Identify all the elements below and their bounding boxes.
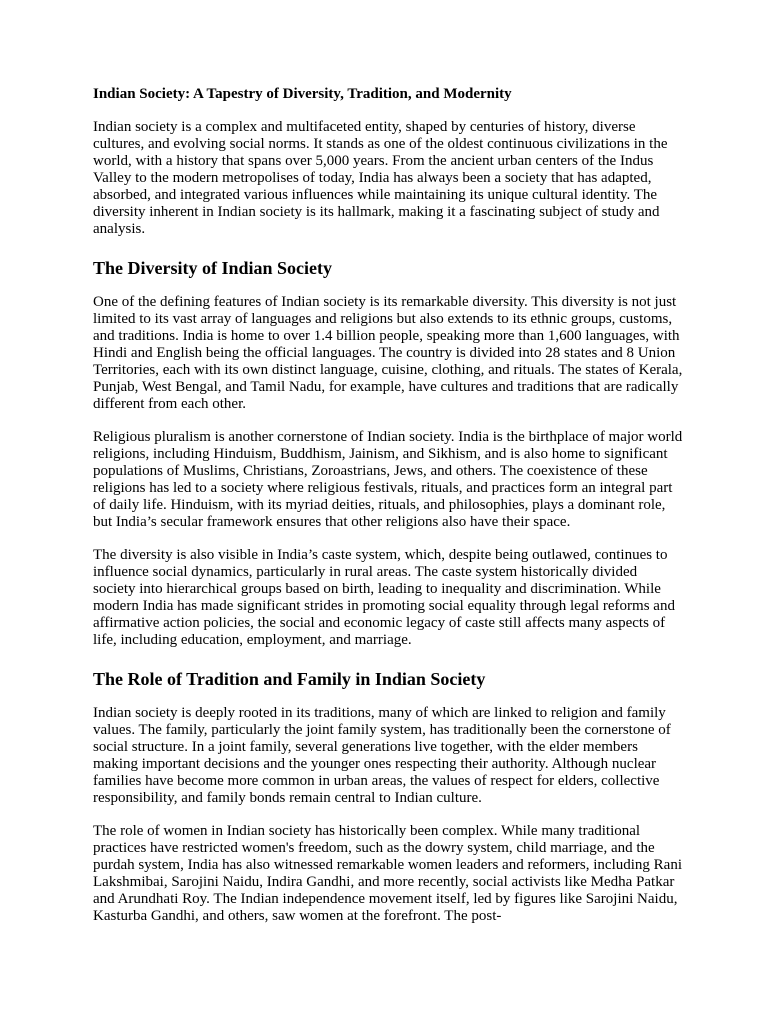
document-title: Indian Society: A Tapestry of Diversity, Tradition, and Modernity (93, 86, 512, 102)
section-heading-tradition: The Role of Tradition and Family in Indian Society (93, 669, 486, 689)
section-heading-diversity: The Diversity of Indian Society (93, 258, 333, 278)
paragraph: Indian society is deeply rooted in its traditions, many of which are linked to religion and family values. The family, particularly the joint family system, has traditionally been the cornerstone of social structure. In a joint family, several generations live together, with the elder members making important decisions and the younger ones respecting their authority. Although nuclear families have become more common in urban areas, the values of respect for elders, collective responsibility, and family bonds remain central to Indian culture. (93, 705, 671, 806)
paragraph: The diversity is also visible in India’s caste system, which, despite being outlawed, continues to influence social dynamics, particularly in rural areas. The caste system historically divided society into hierarchical groups based on birth, leading to inequality and discrimination. While modern India has made significant strides in promoting social equality through legal reforms and affirmative action policies, the social and economic legacy of caste still affects many aspects of life, including education, employment, and marriage. (93, 547, 675, 648)
document-page (93, 86, 683, 941)
paragraph: Religious pluralism is another cornerstone of Indian society. India is the birthplace of major world religions, including Hinduism, Buddhism, Jainism, and Sikhism, and is also home to significant populations of Muslims, Christians, Zoroastrians, Jews, and others. The coexistence of these religions has led to a society where religious festivals, rituals, and practices form an integral part of daily life. Hinduism, with its myriad deities, rituals, and philosophies, plays a dominant role, but India’s secular framework ensures that other religions also have their space. (93, 429, 683, 530)
paragraph: One of the defining features of Indian society is its remarkable diversity. This diversity is not just limited to its vast array of languages and religions but also extends to its ethnic groups, customs, and traditions. India is home to over 1.4 billion people, speaking more than 1,600 languages, with Hindi and English being the official languages. The country is divided into 28 states and 8 Union Territories, each with its own distinct language, cuisine, clothing, and rituals. The states of Kerala, Punjab, West Bengal, and Tamil Nadu, for example, have cultures and traditions that are radically different from each other. (93, 294, 683, 412)
paragraph: The role of women in Indian society has historically been complex. While many traditional practices have restricted women's freedom, such as the dowry system, child marriage, and the purdah system, India has also witnessed remarkable women leaders and reformers, including Rani Lakshmibai, Sarojini Naidu, Indira Gandhi, and more recently, social activists like Medha Patkar and Arundhati Roy. The Indian independence movement itself, led by figures like Sarojini Naidu, Kasturba Gandhi, and others, saw women at the forefront. The post- (93, 823, 682, 924)
intro-paragraph: Indian society is a complex and multifaceted entity, shaped by centuries of history, diverse cultures, and evolving social norms. It stands as one of the oldest continuous civilizations in the world, with a history that spans over 5,000 years. From the ancient urban centers of the Indus Valley to the modern metropolises of today, India has always been a society that has adapted, absorbed, and integrated various influences while maintaining its unique cultural identity. The diversity inherent in Indian society is its hallmark, making it a fascinating subject of study and analysis. (93, 119, 668, 237)
